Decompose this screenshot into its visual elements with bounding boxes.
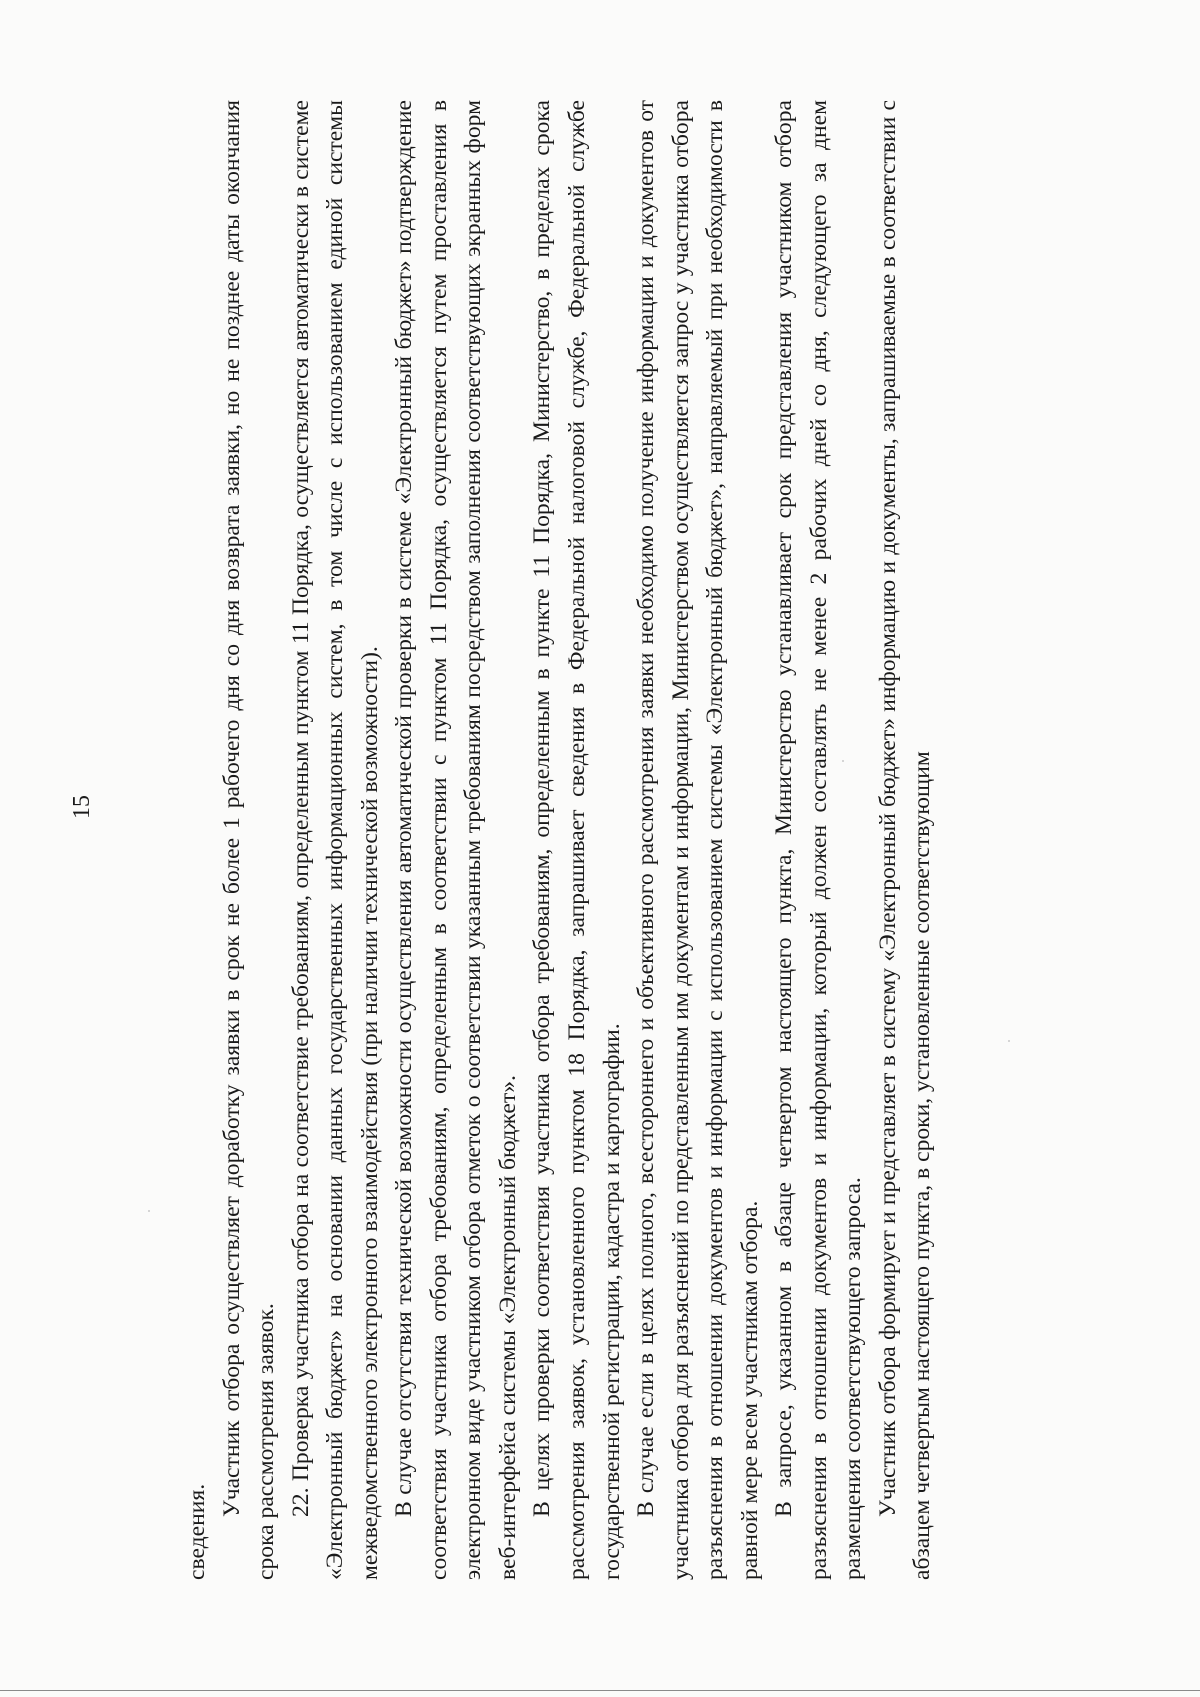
rotated-content — [180, 100, 940, 1580]
paragraph: сведения. — [184, 1483, 210, 1580]
paragraph: В целях проверки соответствия участника отбора требованиям, определенным в пункте 11 Порядка, Министерство, в пределах срока рассмотрения заявок, установленного пунктом 18 Порядка, запрашивает сведения в Федеральной налоговой службе, Федеральной службе государственной регистрации, кадастра и картографии. — [529, 100, 625, 1580]
paragraph: В случае если в целях полного, всестороннего и объективного рассмотрения заявки необходимо получение информации и документов от участника отбора для разъяснений по представленным им документам и информации, Министерством осуществляется запрос у участника отбора разъяснения в отношении документов и информации с использованием системы «Электронный бюджет», направляемый при необходимости в равной мере всем участникам отбора. — [633, 100, 763, 1580]
paragraph: 22. Проверка участника отбора на соответствие требованиям, определенным пунктом 11 Порядка, осуществляется автоматически в системе «Электронный бюджет» на основании данных государственных информационных систем, в том числе с использованием единой системы межведомственного электронного взаимодействия (при наличии технической возможности). — [287, 100, 383, 1580]
scan-speck — [148, 1210, 150, 1212]
scan-speck — [1008, 1040, 1010, 1042]
scan-edge-line — [0, 1690, 1200, 1691]
paragraph: Участник отбора формирует и представляет в систему «Электронный бюджет» информацию и документы, запрашиваемые в соответствии с абзацем четвертым настоящего пункта, в сроки, установленные соответствующим — [874, 100, 936, 1580]
paragraph: В случае отсутствия технической возможности осуществления автоматической проверки в системе «Электронный бюджет» подтверждение соответствия участника отбора требованиям, определенным в соответствии с пунктом 11 Порядка, осуществляется путем проставления в электронном виде участником отбора отметок о соответствии указанным требованиям посредством заполнения соответствующих экранных форм веб-интерфейса системы «Электронный бюджет». — [391, 100, 521, 1580]
page-number: 15 — [69, 795, 95, 819]
document-body — [180, 100, 940, 1580]
paragraph: Участник отбора осуществляет доработку заявки в срок не более 1 рабочего дня со дня возврата заявки, но не позднее даты окончания срока рассмотрения заявок. — [218, 100, 280, 1580]
paragraph: В запросе, указанном в абзаце четвертом настоящего пункта, Министерство устанавливает срок представления участником отбора разъяснения в отношении документов и информации, который должен составлять не менее 2 рабочих дней со дня, следующего за днем размещения соответствующего запроса. — [771, 100, 867, 1580]
